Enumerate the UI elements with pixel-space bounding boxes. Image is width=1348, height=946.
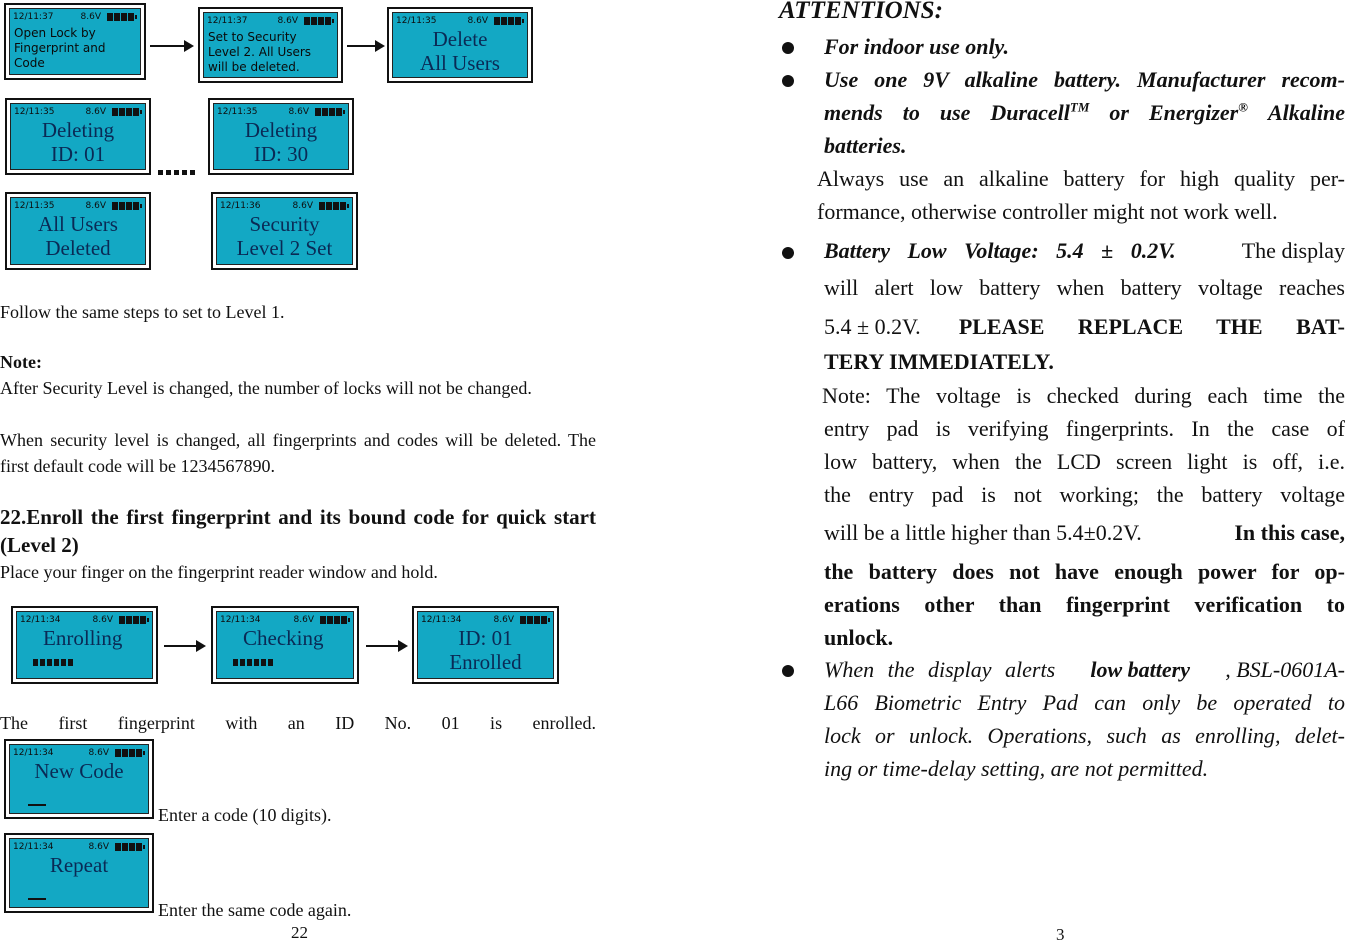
lcd-screen [211,606,359,684]
registered-sup: ® [1238,99,1248,115]
lcd-message: All Users Deleted [38,212,118,260]
text-run: , BSL-0601A- [1225,657,1345,682]
lcd-voltage: 8.6V [85,107,106,117]
repeat-caption: Enter the same code again. [158,900,352,920]
cursor-icon [28,898,46,900]
lcd-voltage: 8.6V [85,201,106,211]
battery-icon [304,17,334,25]
lcd-time: 12/11:34 [13,842,54,852]
lcd-voltage: 8.6V [493,615,514,625]
text-run: low battery [1090,657,1190,682]
lcd-time: 12/11:35 [217,107,258,117]
lcd-voltage: 8.6V [92,615,113,625]
battery-icon [115,749,145,757]
text-run: Alkaline [1267,100,1345,125]
bullet-3-note-line-3: low battery, when the LCD screen light is off, i.e. [824,449,1345,474]
lcd-message: New Code [34,759,124,783]
text-run: use [939,100,971,125]
ellipsis-icon [158,170,195,175]
bullet-2-normal-line-2: formance, otherwise controller might not work well. [817,199,1278,224]
lcd-time: 12/11:37 [207,16,248,26]
bullet-2-normal-line-1: Always use an alkaline battery for high quality per- [817,166,1345,191]
bullet-3-note-line-7: erations other than fingerprint verification to [824,592,1345,617]
battery-icon [494,17,524,25]
bullet-icon [780,40,796,56]
text-run: Duracell™ [990,99,1090,125]
bullet-2-line-3: batteries. [824,133,907,158]
battery-icon [119,616,149,624]
bullet-3-line-2: will alert low battery when battery voltage reaches [824,275,1345,300]
lcd-voltage: 8.6V [80,12,101,22]
text-run: When the display alerts [824,657,1056,682]
trademark-sup: TM [1069,99,1090,115]
lcd-message: Set to Security Level 2. All Users will be deleted. [208,30,312,74]
enrolled-text: The first fingerprint with an ID No. 01 is enrolled. [0,713,596,733]
lcd-voltage: 8.6V [292,201,313,211]
lcd-time: 12/11:34 [13,748,54,758]
text-run: mends [824,100,883,125]
bullet-4-line-4: ing or time-delay setting, are not permitted. [824,756,1209,781]
bullet-3-line-3 [824,310,1345,343]
lcd-time: 12/11:35 [14,107,55,117]
follow-text: Follow the same steps to set to Level 1. [0,302,285,322]
arrow-right-icon [347,45,383,47]
lcd-voltage: 8.6V [88,842,109,852]
lcd-screen [412,606,559,684]
lcd-message: ID: 01 Enrolled [449,626,522,674]
battery-icon [315,108,345,116]
lcd-voltage: 8.6V [293,615,314,625]
bullet-3-note-line-4: the entry pad is not working; the battery voltage [824,482,1345,507]
bullet-icon [780,73,796,89]
lcd-screen [198,7,343,83]
bullet-2-line-1: Use one 9V alkaline battery. Manufacturer recom- [824,67,1345,92]
arrow-right-icon [164,645,204,647]
progress-dots-icon [33,659,73,666]
bullet-1-text: For indoor use only. [824,34,1010,59]
text-run: In this case, [1234,520,1345,545]
bullet-3-note-line-5 [824,516,1345,549]
battery-icon [320,616,350,624]
section-instruction: Place your finger on the fingerprint reader window and hold. [0,562,438,582]
attentions-heading: ATTENTIONS: [779,0,943,24]
lcd-message: Delete All Users [420,27,500,75]
text-run: PLEASE REPLACE THE BAT- [958,314,1345,339]
lcd-screen [211,192,358,270]
lcd-voltage: 8.6V [277,16,298,26]
bullet-3-note-line-2: entry pad is verifying fingerprints. In the case of [824,416,1345,441]
bullet-icon [780,663,796,679]
lcd-message: Deleting ID: 01 [41,118,115,166]
lcd-voltage: 8.6V [88,748,109,758]
bullet-3-note-line-8: unlock. [824,625,894,650]
bullet-3-note-line-6: the battery does not have enough power for op- [824,559,1345,584]
newcode-caption: Enter a code (10 digits). [158,805,332,825]
progress-dots-icon [233,659,273,666]
lcd-screen [4,739,154,819]
lcd-message: Checking [243,626,324,650]
bullet-4-line-3: lock or unlock. Operations, such as enrolling, delet- [824,723,1345,748]
bullet-icon [780,245,796,261]
lcd-screen [5,192,151,270]
note-paragraph-2: When security level is changed, all fingerprints and codes will be deleted. The first default code will be 1234567890. [0,430,596,476]
text-run: to [902,100,920,125]
lcd-screen [208,98,354,175]
bullet-3-line-4: TERY IMMEDIATELY. [824,349,1054,374]
battery-icon [112,202,142,210]
battery-icon [107,13,137,21]
lcd-screen [11,606,158,684]
text-run: or [1109,100,1129,125]
battery-icon [112,108,142,116]
text-run: will be a little higher than 5.4±0.2V. [824,520,1142,545]
bullet-3-line-1 [824,234,1345,267]
text-run: Energizer® [1148,99,1248,125]
lcd-message: Enrolling [43,626,123,650]
arrow-right-icon [150,45,192,47]
lcd-voltage: 8.6V [467,16,488,26]
lcd-voltage: 8.6V [288,107,309,117]
lcd-time: 12/11:35 [14,201,55,211]
battery-icon [520,616,550,624]
arrow-right-icon [366,645,406,647]
lcd-message: Deleting ID: 30 [244,118,318,166]
lcd-message: Security Level 2 Set [236,212,333,260]
text-run: The display [1241,238,1345,263]
note-paragraph-1: After Security Level is changed, the number of locks will not be changed. [0,378,532,398]
lcd-time: 12/11:36 [220,201,261,211]
section-heading: 22.Enroll the first fingerprint and its bound code for quick start (Level 2) [0,505,596,557]
text-run: Battery Low Voltage: 5.4 ± 0.2V. [824,238,1176,263]
lcd-time: 12/11:35 [396,16,437,26]
page-number-right: 3 [1056,925,1065,944]
battery-icon [115,843,145,851]
text-run: 5.4 ± 0.2V. [824,314,921,339]
battery-icon [319,202,349,210]
lcd-time: 12/11:37 [13,12,54,22]
note-heading: Note: [0,352,42,372]
bullet-3-note-line-1: Note: The voltage is checked during each time the [822,383,1345,408]
bullet-4-line-2: L66 Biometric Entry Pad can only be operated to [824,690,1345,715]
lcd-time: 12/11:34 [220,615,261,625]
bullet-4-line-1 [824,653,1345,686]
lcd-time: 12/11:34 [421,615,462,625]
page-number-left: 22 [291,923,308,942]
lcd-screen [4,833,154,913]
lcd-message: Open Lock by Fingerprint and Code [14,26,106,70]
lcd-time: 12/11:34 [20,615,61,625]
lcd-screen [387,7,533,83]
lcd-message: Repeat [49,853,109,877]
lcd-screen [4,3,146,80]
bullet-2-line-2 [824,96,1345,129]
cursor-icon [28,804,46,806]
lcd-screen [5,98,151,175]
